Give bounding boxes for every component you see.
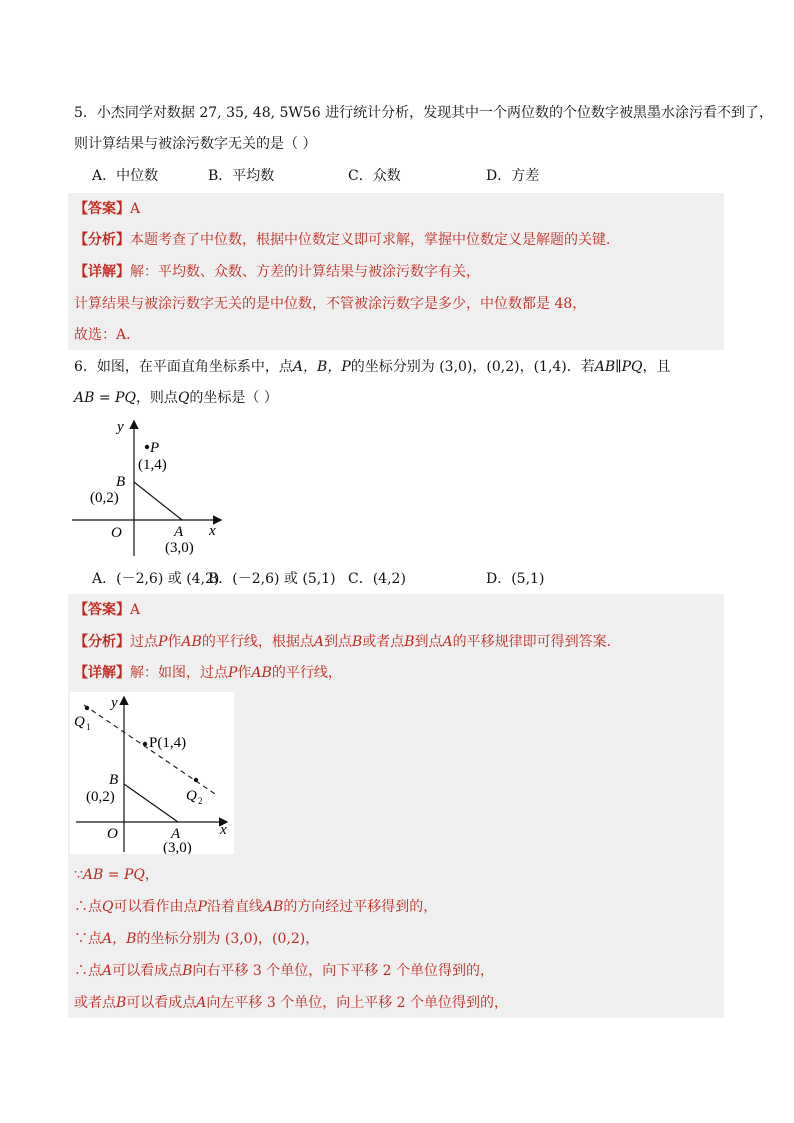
segment-ab (124, 784, 178, 822)
point-q1 (85, 706, 89, 710)
point-p (143, 742, 147, 746)
label-b: B (109, 772, 119, 788)
q5-detail-line2: 计算结果与被涂污数字无关的是中位数，不管被涂污数字是多少，中位数都是 48， (74, 296, 587, 312)
q5-detail-line3: 故选：A． (74, 327, 141, 343)
q6-option-b: B．(－2,6) 或 (5,1) (208, 571, 336, 587)
label-a: A (174, 524, 184, 540)
q6-option-d: D．(5,1) (486, 571, 545, 587)
q5-answer: 【答案】A (74, 201, 141, 217)
y-axis-label: y (111, 695, 118, 711)
q6-step-5: 或者点B可以看成点A向左平移 3 个单位，向上平移 2 个单位得到的， (74, 995, 509, 1011)
point-q2 (194, 778, 198, 782)
label-origin: O (107, 826, 118, 842)
q6-detail-line1: 【详解】解：如图，过点P作AB的平行线， (74, 665, 342, 681)
q6-stem-line2: AB = PQ，则点Q的坐标是（ ） (74, 390, 278, 406)
x-axis-label: x (220, 822, 227, 838)
q6-step-4: ∴点A可以看成点B向右平移 3 个单位，向下平移 2 个单位得到的， (74, 963, 495, 979)
q6-step-1: ∵AB = PQ， (74, 867, 159, 883)
y-axis-label: y (117, 419, 124, 435)
label-a-coord: (3,0) (163, 840, 192, 854)
label-b-coord: (0,2) (86, 789, 115, 805)
q6-solution-figure-panel (70, 692, 234, 854)
q5-option-c: C．众数 (348, 168, 401, 184)
label-q1-subscript: 1 (86, 722, 91, 732)
label-b: B (116, 474, 126, 490)
q5-stem-line2: 则计算结果与被涂污数字无关的是（ ） (74, 136, 317, 152)
label-q2: Q (186, 788, 197, 804)
q5-option-b: B．平均数 (208, 168, 275, 184)
q6-coordinate-figure (64, 414, 234, 560)
q5-detail-line1: 【详解】解：平均数、众数、方差的计算结果与被涂污数字有关， (74, 264, 480, 280)
point-p (145, 445, 149, 449)
label-q1: Q (74, 714, 85, 730)
q6-solution-figure (70, 692, 234, 854)
q6-step-3: ∵点A，B的坐标分别为 (3,0)，(0,2)， (74, 931, 320, 947)
q5-stem-line1: 5．小杰同学对数据 27, 35, 48, 5W56 进行统计分析，发现其中一个两位数的个位数字被黑墨水涂污看不到了， (74, 105, 774, 121)
q6-stem-line1: 6．如图，在平面直角坐标系中，点A，B，P的坐标分别为 (3,0)，(0,2)，(1,4)．若AB∥PQ，且 (74, 359, 671, 375)
label-origin: O (111, 525, 122, 541)
label-p-coord: (1,4) (138, 457, 167, 473)
q6-step-2: ∴点Q可以看作由点P沿着直线AB的方向经过平移得到的， (74, 899, 438, 915)
label-a: A (171, 826, 181, 842)
q6-option-a: A．(－2,6) 或 (4,2) (92, 571, 220, 587)
label-p: P (150, 440, 160, 456)
q5-option-d: D．方差 (486, 168, 540, 184)
segment-ab (134, 482, 182, 520)
q6-answer: 【答案】A (74, 602, 141, 618)
label-q2-subscript: 2 (198, 796, 203, 806)
x-axis-label: x (209, 523, 216, 539)
label-a-coord: (3,0) (165, 540, 194, 556)
q6-analysis: 【分析】过点P作AB的平行线，根据点A到点B或者点B到点A的平移规律即可得到答案． (74, 634, 621, 650)
label-p-coord: P(1,4) (149, 735, 187, 751)
label-b-coord: (0,2) (90, 490, 119, 506)
q6-option-c: C．(4,2) (348, 571, 406, 587)
q5-option-a: A．中位数 (92, 168, 159, 184)
q5-analysis: 【分析】本题考查了中位数，根据中位数定义即可求解，掌握中位数定义是解题的关键． (74, 232, 620, 248)
